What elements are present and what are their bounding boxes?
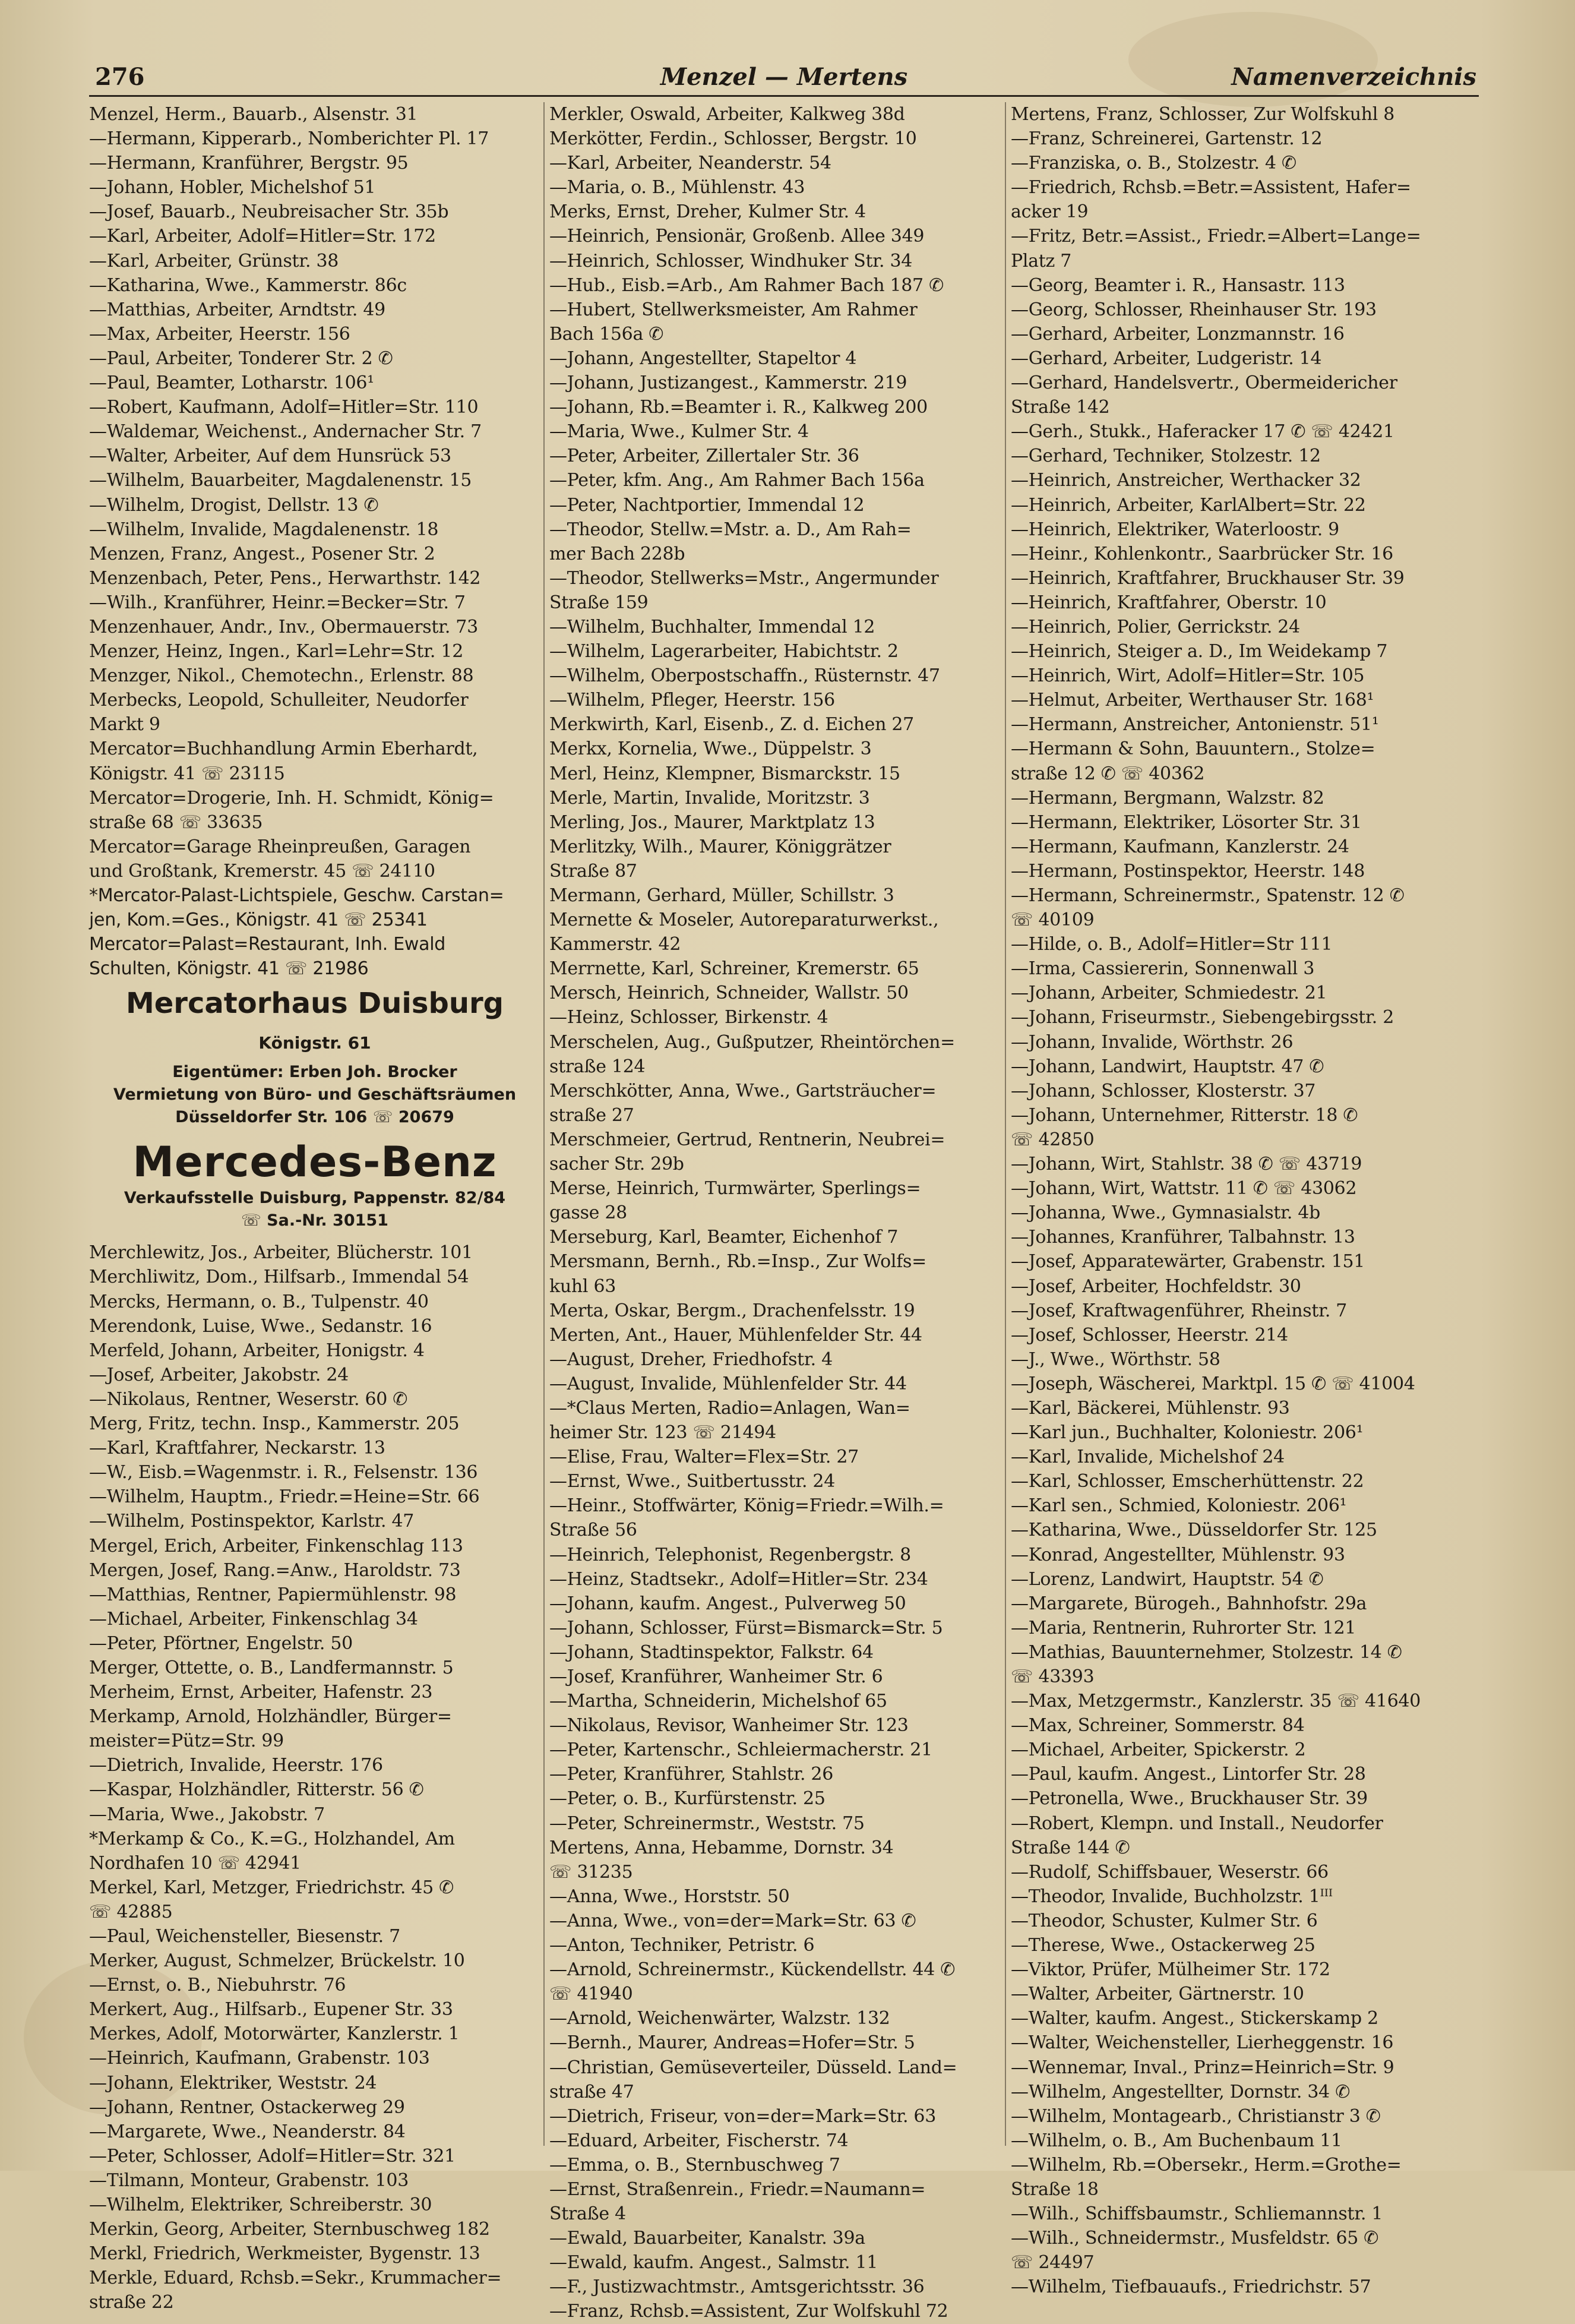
- directory-entry: Merger, Ottette, o. B., Landfermannstr. 5: [89, 1657, 454, 1678]
- directory-entry: —Maria, Wwe., Jakobstr. 7: [89, 1804, 325, 1825]
- directory-entry: straße 47: [549, 2081, 634, 2102]
- directory-entry: —J., Wwe., Wörthstr. 58: [1011, 1349, 1220, 1370]
- directory-entry: —Hermann, Kipperarb., Nomberichter Pl. 17: [89, 128, 489, 150]
- section-title: Namenverzeichnis: [1231, 63, 1476, 91]
- directory-entry: jen, Kom.=Ges., Königstr. 41 ☏ 25341: [89, 910, 428, 931]
- directory-entry: —Johann, Invalide, Wörthstr. 26: [1011, 1031, 1293, 1053]
- directory-entry: Nordhafen 10 ☏ 42941: [89, 1852, 301, 1874]
- directory-entry: —August, Dreher, Friedhofstr. 4: [549, 1349, 833, 1370]
- directory-entry: —Peter, Nachtportier, Immendal 12: [549, 494, 865, 516]
- column-3-entries: [1011, 102, 1477, 2299]
- directory-entry: —Hermann, Postinspektor, Heerstr. 148: [1011, 860, 1365, 882]
- directory-entry: gasse 28: [549, 1202, 627, 1224]
- directory-entry: ☏ 43393: [1011, 1666, 1095, 1687]
- directory-entry: —Peter, Schlosser, Adolf=Hitler=Str. 321: [89, 2145, 456, 2167]
- directory-entry: straße 12 ✆ ☏ 40362: [1011, 763, 1205, 784]
- directory-entry: ☏ 31235: [549, 1861, 633, 1883]
- directory-entry: Platz 7: [1011, 250, 1072, 271]
- directory-entry: Markt 9: [89, 714, 160, 735]
- directory-entry: Mertens, Anna, Hebamme, Dornstr. 34: [549, 1837, 894, 1858]
- directory-entry: —Johann, kaufm. Angest., Pulverweg 50: [549, 1593, 906, 1614]
- directory-entry: —Heinrich, Polier, Gerrickstr. 24: [1011, 616, 1300, 637]
- directory-entry: —*Claus Merten, Radio=Anlagen, Wan=: [549, 1397, 910, 1419]
- directory-entry: —Dietrich, Friseur, von=der=Mark=Str. 63: [549, 2105, 936, 2127]
- directory-entry: —Johann, Angestellter, Stapeltor 4: [549, 348, 857, 369]
- directory-entry: Merkx, Kornelia, Wwe., Düppelstr. 3: [549, 738, 872, 760]
- directory-entry: —Eduard, Arbeiter, Fischerstr. 74: [549, 2130, 849, 2151]
- directory-entry: Straße 4: [549, 2203, 626, 2225]
- directory-entry: —Gerh., Stukk., Haferacker 17 ✆ ☏ 42421: [1011, 421, 1394, 443]
- directory-entry: Merle, Martin, Invalide, Moritzstr. 3: [549, 787, 870, 809]
- directory-entry: —Anna, Wwe., Horststr. 50: [549, 1886, 790, 1907]
- directory-entry: Merchliwitz, Dom., Hilfsarb., Immendal 54: [89, 1267, 469, 1288]
- directory-entry: —Michael, Arbeiter, Spickerstr. 2: [1011, 1739, 1306, 1761]
- directory-entry: Mersch, Heinrich, Schneider, Wallstr. 50: [549, 983, 909, 1004]
- directory-entry: —Dietrich, Invalide, Heerstr. 176: [89, 1755, 383, 1776]
- directory-entry: kuhl 63: [549, 1275, 616, 1297]
- directory-entry: Merg, Fritz, techn. Insp., Kammerstr. 205: [89, 1413, 460, 1435]
- directory-entry: —Viktor, Prüfer, Mülheimer Str. 172: [1011, 1959, 1330, 1981]
- directory-entry: heimer Str. 123 ☏ 21494: [549, 1422, 776, 1444]
- directory-entry: —Matthias, Rentner, Papiermühlenstr. 98: [89, 1584, 457, 1605]
- directory-entry: —Maria, o. B., Mühlenstr. 43: [549, 177, 805, 198]
- directory-entry: —Heinrich, Kraftfahrer, Bruckhauser Str. 39: [1011, 567, 1405, 589]
- directory-entry: —Josef, Kraftwagenführer, Rheinstr. 7: [1011, 1300, 1348, 1321]
- directory-entry: —Ernst, o. B., Niebuhrstr. 76: [89, 1975, 346, 1996]
- directory-entry: —Hub., Eisb.=Arb., Am Rahmer Bach 187 ✆: [549, 274, 944, 296]
- directory-entry: —Johann, Schlosser, Fürst=Bismarck=Str. 5: [549, 1617, 943, 1638]
- directory-entry: —Gerhard, Handelsvertr., Obermeidericher: [1011, 372, 1397, 394]
- directory-entry: —Wennemar, Inval., Prinz=Heinrich=Str. 9: [1011, 2057, 1394, 2078]
- directory-entry: —Wilhelm, Montagearb., Christianstr 3 ✆: [1011, 2105, 1381, 2127]
- directory-entry: —Hubert, Stellwerksmeister, Am Rahmer: [549, 299, 918, 320]
- directory-entry: —Max, Schreiner, Sommerstr. 84: [1011, 1715, 1305, 1736]
- directory-entry: Menzenbach, Peter, Pens., Herwarthstr. 142: [89, 567, 481, 589]
- directory-entry: straße 22: [89, 2292, 174, 2313]
- directory-entry: Merten, Ant., Hauer, Mühlenfelder Str. 44: [549, 1324, 922, 1346]
- directory-entry: —Friedrich, Rchsb.=Betr.=Assistent, Hafer=: [1011, 177, 1411, 198]
- directory-entry: —Theodor, Stellwerks=Mstr., Angermunder: [549, 567, 939, 589]
- directory-entry: —Bernh., Maurer, Andreas=Hofer=Str. 5: [549, 2032, 915, 2054]
- directory-entry: —Georg, Beamter i. R., Hansastr. 113: [1011, 274, 1345, 296]
- directory-entry: ☏ 40109: [1011, 910, 1095, 931]
- column-3: [1011, 102, 1477, 2298]
- directory-entry: —Josef, Schlosser, Heerstr. 214: [1011, 1324, 1288, 1346]
- directory-entry: —Karl, Arbeiter, Adolf=Hitler=Str. 172: [89, 226, 436, 247]
- directory-entry: —Gerhard, Arbeiter, Ludgeristr. 14: [1011, 348, 1322, 369]
- directory-entry: —Anton, Techniker, Petristr. 6: [549, 1935, 815, 1956]
- directory-entry: —Maria, Rentnerin, Ruhrorter Str. 121: [1011, 1617, 1356, 1638]
- directory-entry: —Johann, Friseurmstr., Siebengebirgsstr. 2: [1011, 1007, 1394, 1028]
- directory-entry: —Heinrich, Wirt, Adolf=Hitler=Str. 105: [1011, 665, 1365, 687]
- ad-mercatorhaus: [89, 986, 540, 1129]
- directory-entry: —Maria, Wwe., Kulmer Str. 4: [549, 421, 809, 443]
- directory-entry: —Wilh., Schneidermstr., Musfeldstr. 65 ✆: [1011, 2228, 1379, 2249]
- directory-entry: Merschelen, Aug., Gußputzer, Rheintörchen=: [549, 1031, 955, 1053]
- directory-entry: —Wilhelm, Oberpostschaffn., Rüsternstr. 47: [549, 665, 940, 687]
- directory-entry: —Wilhelm, Pfleger, Heerstr. 156: [549, 690, 835, 711]
- directory-entry: —Johann, Schlosser, Klosterstr. 37: [1011, 1080, 1316, 1101]
- directory-entry: —F., Justizwachtmstr., Amtsgerichtsstr. 36: [549, 2276, 925, 2298]
- directory-entry: —Johann, Arbeiter, Schmiedestr. 21: [1011, 983, 1327, 1004]
- directory-entry: Straße 144 ✆: [1011, 1837, 1130, 1858]
- directory-entry: *Merkamp & Co., K.=G., Holzhandel, Am: [89, 1828, 455, 1849]
- directory-entry: —Peter, Kranführer, Stahlstr. 26: [549, 1764, 833, 1785]
- directory-entry: —Theodor, Invalide, Buchholzstr. 1ᴵᴵᴵ: [1011, 1886, 1333, 1907]
- directory-entry: —Wilh., Kranführer, Heinr.=Becker=Str. 7: [89, 592, 466, 613]
- directory-entry: —Ewald, kaufm. Angest., Salmstr. 11: [549, 2252, 878, 2274]
- page-number: 276: [95, 63, 145, 91]
- directory-entry: Mercator=Palast=Restaurant, Inh. Ewald: [89, 934, 445, 955]
- directory-entry: —Heinrich, Telephonist, Regenbergstr. 8: [549, 1544, 911, 1565]
- directory-entry: Merlitzky, Wilh., Maurer, Königgrätzer: [549, 836, 891, 857]
- directory-entry: —Johann, Unternehmer, Ritterstr. 18 ✆: [1011, 1104, 1358, 1126]
- directory-entry: Mernette & Moseler, Autoreparaturwerkst.,: [549, 910, 939, 931]
- directory-entry: Merchlewitz, Jos., Arbeiter, Blücherstr. 101: [89, 1242, 473, 1264]
- directory-entry: —August, Invalide, Mühlenfelder Str. 44: [549, 1373, 907, 1394]
- directory-entry: —Robert, Kaufmann, Adolf=Hitler=Str. 110: [89, 397, 479, 418]
- directory-entry: —Josef, Kranführer, Wanheimer Str. 6: [549, 1666, 883, 1687]
- directory-entry: Mergel, Erich, Arbeiter, Finkenschlag 113: [89, 1535, 463, 1556]
- directory-entry: —Gerhard, Arbeiter, Lonzmannstr. 16: [1011, 323, 1345, 345]
- ad-mercatorhaus-line1: Vermietung von Büro- und Geschäftsräumen: [113, 1085, 517, 1104]
- directory-entry: Mercator=Drogerie, Inh. H. Schmidt, König=: [89, 787, 494, 809]
- directory-entry: —Heinr., Stoffwärter, König=Friedr.=Wilh.=: [549, 1495, 944, 1517]
- directory-entry: —Anna, Wwe., von=der=Mark=Str. 63 ✆: [549, 1910, 916, 1931]
- directory-entry: —Georg, Schlosser, Rheinhauser Str. 193: [1011, 299, 1377, 320]
- directory-entry: —Hermann, Bergmann, Walzstr. 82: [1011, 787, 1324, 809]
- ad-mercedes: [89, 1137, 540, 1232]
- page-title: Menzel — Mertens: [660, 63, 908, 91]
- directory-entry: Merendonk, Luise, Wwe., Sedanstr. 16: [89, 1315, 432, 1337]
- ad-mercatorhaus-heading: [89, 986, 540, 1061]
- directory-entry: —Wilhelm, Lagerarbeiter, Habichtstr. 2: [549, 641, 899, 662]
- directory-entry: —W., Eisb.=Wagenmstr. i. R., Felsenstr. 136: [89, 1462, 478, 1483]
- directory-entry: —Johann, Hobler, Michelshof 51: [89, 177, 376, 198]
- directory-entry: —Peter, o. B., Kurfürstenstr. 25: [549, 1788, 826, 1810]
- directory-entry: Mertens, Franz, Schlosser, Zur Wolfskuhl 8: [1011, 104, 1395, 125]
- directory-entry: —Johanna, Wwe., Gymnasialstr. 4b: [1011, 1202, 1321, 1224]
- directory-entry: —Wilhelm, Tiefbauaufs., Friedrichstr. 57: [1011, 2276, 1371, 2298]
- directory-entry: Merschmeier, Gertrud, Rentnerin, Neubrei=: [549, 1129, 945, 1150]
- directory-entry: Schulten, Königstr. 41 ☏ 21986: [89, 958, 369, 980]
- ad-mercatorhaus-line2: Düsseldorfer Str. 106 ☏ 20679: [175, 1108, 454, 1127]
- directory-entry: —Tilmann, Monteur, Grabenstr. 103: [89, 2170, 409, 2191]
- directory-entry: Bach 156a ✆: [549, 323, 664, 345]
- directory-entry: —Walter, Arbeiter, Gärtnerstr. 10: [1011, 1984, 1304, 2005]
- directory-entry: —Christian, Gemüseverteiler, Düsseld. Land=: [549, 2057, 957, 2078]
- directory-entry: —Hermann, Elektriker, Lösorter Str. 31: [1011, 811, 1362, 833]
- directory-entry: —Heinrich, Kraftfahrer, Oberstr. 10: [1011, 592, 1327, 613]
- directory-entry: *Mercator-Palast-Lichtspiele, Geschw. Carstan=: [89, 885, 504, 906]
- directory-entry: Straße 142: [1011, 397, 1110, 418]
- directory-entry: —Johann, Rentner, Ostackerweg 29: [89, 2096, 405, 2118]
- directory-entry: —Hermann, Anstreicher, Antonienstr. 51¹: [1011, 714, 1379, 735]
- directory-entry: —Heinrich, Pensionär, Großenb. Allee 349: [549, 226, 925, 247]
- directory-entry: —Hermann & Sohn, Bauuntern., Stolze=: [1011, 738, 1375, 760]
- column-2: [549, 102, 1001, 2322]
- ad-mercedes-brand: Mercedes-Benz: [132, 1138, 497, 1187]
- directory-entry: —Michael, Arbeiter, Finkenschlag 34: [89, 1608, 418, 1630]
- directory-entry: —Franz, Rchsb.=Assistent, Zur Wolfskuhl 72: [549, 2301, 948, 2322]
- directory-entry: —Wilhelm, Elektriker, Schreiberstr. 30: [89, 2194, 432, 2216]
- column-1-entries-mercator: [89, 883, 540, 981]
- directory-entry: Merfeld, Johann, Arbeiter, Honigstr. 4: [89, 1340, 425, 1361]
- directory-entry: straße 68 ☏ 33635: [89, 811, 263, 833]
- directory-entry: —Hermann, Kaufmann, Kanzlerstr. 24: [1011, 836, 1349, 857]
- directory-entry: —Theodor, Stellw.=Mstr. a. D., Am Rah=: [549, 519, 912, 540]
- directory-entry: —Peter, Pförtner, Engelstr. 50: [89, 1633, 353, 1654]
- directory-entry: Merbecks, Leopold, Schulleiter, Neudorfer: [89, 690, 469, 711]
- directory-entry: —Max, Metzgermstr., Kanzlerstr. 35 ☏ 41640: [1011, 1691, 1421, 1712]
- directory-entry: Straße 18: [1011, 2178, 1099, 2200]
- directory-entry: Mergen, Josef, Rang.=Anw., Haroldstr. 73: [89, 1559, 461, 1581]
- directory-entry: Merl, Heinz, Klempner, Bismarckstr. 15: [549, 763, 900, 784]
- directory-entry: —Peter, Kartenschr., Schleiermacherstr. 21: [549, 1739, 932, 1761]
- directory-entry: —Paul, Weichensteller, Biesenstr. 7: [89, 1926, 400, 1947]
- directory-entry: —Heinrich, Anstreicher, Werthacker 32: [1011, 470, 1361, 491]
- directory-entry: —Hermann, Kranführer, Bergstr. 95: [89, 153, 409, 174]
- directory-entry: Merkle, Eduard, Rchsb.=Sekr., Krummacher=: [89, 2268, 502, 2289]
- directory-entry: —Heinz, Schlosser, Birkenstr. 4: [549, 1007, 828, 1028]
- directory-entry: —Petronella, Wwe., Bruckhauser Str. 39: [1011, 1788, 1368, 1810]
- directory-entry: Merkamp, Arnold, Holzhändler, Bürger=: [89, 1706, 452, 1728]
- directory-entry: —Johann, Stadtinspektor, Falkstr. 64: [549, 1641, 874, 1663]
- directory-entry: —Martha, Schneiderin, Michelshof 65: [549, 1691, 887, 1712]
- directory-entry: —Johann, Wirt, Wattstr. 11 ✆ ☏ 43062: [1011, 1178, 1357, 1199]
- directory-entry: Merschkötter, Anna, Wwe., Gartsträucher=: [549, 1080, 937, 1101]
- directory-entry: Merkes, Adolf, Motorwärter, Kanzlerstr. 1: [89, 2023, 460, 2045]
- page-header: [89, 62, 1479, 97]
- directory-entry: —Johann, Elektriker, Weststr. 24: [89, 2072, 377, 2094]
- directory-entry: ☏ 24497: [1011, 2252, 1095, 2274]
- directory-entry: —Heinrich, Elektriker, Waterloostr. 9: [1011, 519, 1339, 540]
- directory-entry: —Fritz, Betr.=Assist., Friedr.=Albert=Lange=: [1011, 226, 1421, 247]
- directory-entry: —Wilhelm, Angestellter, Dornstr. 34 ✆: [1011, 2081, 1351, 2102]
- directory-entry: —Nikolaus, Revisor, Wanheimer Str. 123: [549, 1715, 909, 1736]
- column-1: [89, 102, 540, 2313]
- directory-entry: Menzer, Heinz, Ingen., Karl=Lehr=Str. 12: [89, 641, 463, 662]
- directory-entry: Merker, August, Schmelzer, Brückelstr. 10: [89, 1950, 465, 1972]
- directory-entry: —Johann, Landwirt, Hauptstr. 47 ✆: [1011, 1056, 1324, 1077]
- directory-entry: —Wilhelm, Hauptm., Friedr.=Heine=Str. 66: [89, 1486, 480, 1508]
- directory-entry: —Therese, Wwe., Ostackerweg 25: [1011, 1935, 1315, 1956]
- directory-entry: Merkert, Aug., Hilfsarb., Eupener Str. 33: [89, 1999, 453, 2020]
- directory-entry: Mersmann, Bernh., Rb.=Insp., Zur Wolfs=: [549, 1251, 926, 1272]
- directory-entry: und Großtank, Kremerstr. 45 ☏ 24110: [89, 860, 435, 882]
- directory-entry: —Johann, Wirt, Stahlstr. 38 ✆ ☏ 43719: [1011, 1154, 1362, 1175]
- directory-entry: Menzel, Herm., Bauarb., Alsenstr. 31: [89, 104, 418, 125]
- directory-entry: —Karl, Kraftfahrer, Neckarstr. 13: [89, 1438, 385, 1459]
- directory-entry: —Emma, o. B., Sternbuschweg 7: [549, 2154, 840, 2175]
- ad-mercatorhaus-name: Mercatorhaus Duisburg: [125, 987, 504, 1021]
- directory-entry: —Karl, Arbeiter, Grünstr. 38: [89, 250, 339, 271]
- directory-entry: —Irma, Cassiererin, Sonnenwall 3: [1011, 958, 1315, 980]
- directory-entry: —Kaspar, Holzhändler, Ritterstr. 56 ✆: [89, 1779, 424, 1801]
- directory-entry: —Konrad, Angestellter, Mühlenstr. 93: [1011, 1544, 1345, 1565]
- directory-entry: —Theodor, Schuster, Kulmer Str. 6: [1011, 1910, 1318, 1931]
- directory-entry: —Ewald, Bauarbeiter, Kanalstr. 39a: [549, 2228, 865, 2249]
- directory-entry: —Paul, Beamter, Lotharstr. 106¹: [89, 372, 374, 394]
- directory-entry: Mermann, Gerhard, Müller, Schillstr. 3: [549, 885, 894, 906]
- directory-entry: —Arnold, Weichenwärter, Walzstr. 132: [549, 2008, 890, 2029]
- directory-entry: —Arnold, Schreinermstr., Kückendellstr. 44 ✆: [549, 1959, 956, 1981]
- column-divider: [543, 102, 545, 2146]
- directory-entry: —Mathias, Bauunternehmer, Stolzestr. 14 ✆: [1011, 1641, 1402, 1663]
- directory-entry: —Josef, Apparatewärter, Grabenstr. 151: [1011, 1251, 1365, 1272]
- directory-entry: —Hilde, o. B., Adolf=Hitler=Str 111: [1011, 934, 1333, 955]
- directory-entry: Merks, Ernst, Dreher, Kulmer Str. 4: [549, 201, 866, 223]
- directory-entry: Merseburg, Karl, Beamter, Eichenhof 7: [549, 1227, 899, 1248]
- directory-entry: —Franz, Schreinerei, Gartenstr. 12: [1011, 128, 1323, 150]
- ad-mercedes-line1: Verkaufsstelle Duisburg, Pappenstr. 82/84: [124, 1189, 506, 1208]
- directory-entry: —Katharina, Wwe., Düsseldorfer Str. 125: [1011, 1520, 1377, 1541]
- directory-entry: Mercator=Buchhandlung Armin Eberhardt,: [89, 738, 478, 760]
- directory-entry: —Franziska, o. B., Stolzestr. 4 ✆: [1011, 153, 1296, 174]
- directory-entry: —Josef, Bauarb., Neubreisacher Str. 35b: [89, 201, 449, 223]
- directory-entry: Straße 87: [549, 860, 637, 882]
- directory-entry: —Heinrich, Steiger a. D., Im Weidekamp 7: [1011, 641, 1388, 662]
- directory-entry: Merkl, Friedrich, Werkmeister, Bygenstr. 13: [89, 2243, 480, 2265]
- directory-entry: —Karl sen., Schmied, Koloniestr. 206¹: [1011, 1495, 1347, 1517]
- directory-entry: —Wilhelm, Postinspektor, Karlstr. 47: [89, 1511, 415, 1532]
- directory-entry: mer Bach 228b: [549, 543, 685, 564]
- directory-entry: Merkwirth, Karl, Eisenb., Z. d. Eichen 27: [549, 714, 914, 735]
- directory-entry: Merta, Oskar, Bergm., Drachenfelsstr. 19: [549, 1300, 915, 1321]
- directory-entry: —Karl, Schlosser, Emscherhüttenstr. 22: [1011, 1471, 1364, 1492]
- directory-entry: —Waldemar, Weichenst., Andernacher Str. 7: [89, 421, 482, 443]
- directory-entry: —Max, Arbeiter, Heerstr. 156: [89, 323, 350, 345]
- directory-entry: Straße 56: [549, 1520, 637, 1541]
- directory-entry: —Walter, Arbeiter, Auf dem Hunsrück 53: [89, 446, 451, 467]
- ad-mercedes-line2: ☏ Sa.-Nr. 30151: [241, 1211, 388, 1230]
- directory-entry: —Nikolaus, Rentner, Weserstr. 60 ✆: [89, 1388, 408, 1410]
- directory-entry: —Margarete, Bürogeh., Bahnhofstr. 29a: [1011, 1593, 1367, 1614]
- directory-entry: —Wilhelm, Drogist, Dellstr. 13 ✆: [89, 494, 379, 516]
- directory-entry: Merrnette, Karl, Schreiner, Kremerstr. 65: [549, 958, 919, 980]
- directory-entry: —Matthias, Arbeiter, Arndtstr. 49: [89, 299, 385, 320]
- directory-entry: —Heinrich, Kaufmann, Grabenstr. 103: [89, 2048, 430, 2069]
- directory-entry: ☏ 41940: [549, 1984, 633, 2005]
- directory-entry: Königstr. 41 ☏ 23115: [89, 763, 285, 784]
- directory-entry: Merheim, Ernst, Arbeiter, Hafenstr. 23: [89, 1682, 433, 1703]
- directory-entry: —Wilhelm, Bauarbeiter, Magdalenenstr. 15: [89, 470, 472, 491]
- directory-entry: —Josef, Arbeiter, Hochfeldstr. 30: [1011, 1275, 1301, 1297]
- directory-entry: —Ernst, Straßenrein., Friedr.=Naumann=: [549, 2178, 926, 2200]
- column-1-entries-top: [89, 102, 540, 883]
- directory-entry: Menzen, Franz, Angest., Posener Str. 2: [89, 543, 435, 564]
- directory-entry: —Helmut, Arbeiter, Werthauser Str. 168¹: [1011, 690, 1374, 711]
- directory-entry: Menzger, Nikol., Chemotechn., Erlenstr. 88: [89, 665, 474, 687]
- directory-entry: Merkötter, Ferdin., Schlosser, Bergstr. 10: [549, 128, 917, 150]
- directory-entry: —Peter, Arbeiter, Zillertaler Str. 36: [549, 446, 859, 467]
- directory-entry: —Wilhelm, o. B., Am Buchenbaum 11: [1011, 2130, 1342, 2151]
- directory-entry: —Heinrich, Schlosser, Windhuker Str. 34: [549, 250, 913, 271]
- directory-entry: —Heinr., Kohlenkontr., Saarbrücker Str. 16: [1011, 543, 1393, 564]
- directory-entry: Merkler, Oswald, Arbeiter, Kalkweg 38d: [549, 104, 905, 125]
- directory-entry: —Wilhelm, Invalide, Magdalenenstr. 18: [89, 519, 439, 540]
- directory-entry: straße 27: [549, 1104, 634, 1126]
- directory-entry: —Peter, kfm. Ang., Am Rahmer Bach 156a: [549, 470, 925, 491]
- directory-entry: Merse, Heinrich, Turmwärter, Sperlings=: [549, 1178, 921, 1199]
- directory-entry: Merkel, Karl, Metzger, Friedrichstr. 45 ✆: [89, 1877, 454, 1898]
- directory-entry: —Wilhelm, Rb.=Obersekr., Herm.=Grothe=: [1011, 2154, 1402, 2175]
- directory-entry: acker 19: [1011, 201, 1089, 223]
- column-1-entries-bottom: [89, 1240, 540, 2314]
- directory-entry: —Hermann, Schreinermstr., Spatenstr. 12 ✆: [1011, 885, 1405, 906]
- directory-entry: —Heinrich, Arbeiter, KarlAlbert=Str. 22: [1011, 494, 1366, 516]
- directory-entry: —Wilh., Schiffsbaumstr., Schliemannstr. 1: [1011, 2203, 1383, 2225]
- directory-entry: meister=Pütz=Str. 99: [89, 1731, 284, 1752]
- directory-entry: —Josef, Arbeiter, Jakobstr. 24: [89, 1364, 349, 1385]
- directory-entry: —Karl jun., Buchhalter, Koloniestr. 206¹: [1011, 1422, 1364, 1444]
- directory-entry: Mercator=Garage Rheinpreußen, Garagen: [89, 836, 471, 857]
- directory-entry: —Margarete, Wwe., Neanderstr. 84: [89, 2121, 406, 2142]
- directory-entry: ☏ 42885: [89, 1901, 173, 1922]
- directory-entry: Straße 159: [549, 592, 649, 613]
- directory-entry: —Elise, Frau, Walter=Flex=Str. 27: [549, 1447, 859, 1468]
- directory-entry: —Johann, Rb.=Beamter i. R., Kalkweg 200: [549, 397, 928, 418]
- directory-entry: —Katharina, Wwe., Kammerstr. 86c: [89, 274, 407, 296]
- directory-entry: Kammerstr. 42: [549, 934, 681, 955]
- directory-entry: —Walter, Weichensteller, Lierheggenstr. 16: [1011, 2032, 1394, 2054]
- directory-entry: —Wilhelm, Buchhalter, Immendal 12: [549, 616, 875, 637]
- directory-entry: ☏ 42850: [1011, 1129, 1095, 1150]
- directory-entry: —Gerhard, Techniker, Stolzestr. 12: [1011, 446, 1321, 467]
- directory-entry: —Rudolf, Schiffsbauer, Weserstr. 66: [1011, 1861, 1329, 1883]
- ad-mercatorhaus-owner: Eigentümer: Erben Joh. Brocker: [172, 1063, 457, 1082]
- column-divider: [1005, 102, 1006, 2146]
- directory-entry: —Johannes, Kranführer, Talbahnstr. 13: [1011, 1227, 1355, 1248]
- directory-entry: —Paul, kaufm. Angest., Lintorfer Str. 28: [1011, 1764, 1366, 1785]
- directory-entry: —Karl, Arbeiter, Neanderstr. 54: [549, 153, 831, 174]
- directory-entry: —Heinz, Stadtsekr., Adolf=Hitler=Str. 234: [549, 1568, 928, 1590]
- directory-entry: —Karl, Invalide, Michelshof 24: [1011, 1447, 1285, 1468]
- directory-entry: —Karl, Bäckerei, Mühlenstr. 93: [1011, 1397, 1290, 1419]
- directory-entry: sacher Str. 29b: [549, 1154, 684, 1175]
- directory-entry: —Robert, Klempn. und Install., Neudorfer: [1011, 1813, 1383, 1834]
- directory-entry: —Johann, Justizangest., Kammerstr. 219: [549, 372, 907, 394]
- directory-entry: Merling, Jos., Maurer, Marktplatz 13: [549, 811, 875, 833]
- directory-entry: —Walter, kaufm. Angest., Stickerskamp 2: [1011, 2008, 1378, 2029]
- directory-entry: Merkin, Georg, Arbeiter, Sternbuschweg 182: [89, 2219, 490, 2240]
- ad-mercatorhaus-street: Königstr. 61: [258, 1033, 371, 1053]
- directory-entry: —Paul, Arbeiter, Tonderer Str. 2 ✆: [89, 348, 393, 369]
- directory-entry: —Peter, Schreinermstr., Weststr. 75: [549, 1813, 865, 1834]
- column-2-entries: [549, 102, 1001, 2324]
- directory-entry: Menzenhauer, Andr., Inv., Obermauerstr. 73: [89, 616, 478, 637]
- directory-entry: —Ernst, Wwe., Suitbertusstr. 24: [549, 1471, 835, 1492]
- directory-entry: Mercks, Hermann, o. B., Tulpenstr. 40: [89, 1291, 429, 1312]
- directory-entry: —Lorenz, Landwirt, Hauptstr. 54 ✆: [1011, 1568, 1324, 1590]
- directory-entry: —Joseph, Wäscherei, Marktpl. 15 ✆ ☏ 41004: [1011, 1373, 1415, 1394]
- directory-entry: straße 124: [549, 1056, 646, 1077]
